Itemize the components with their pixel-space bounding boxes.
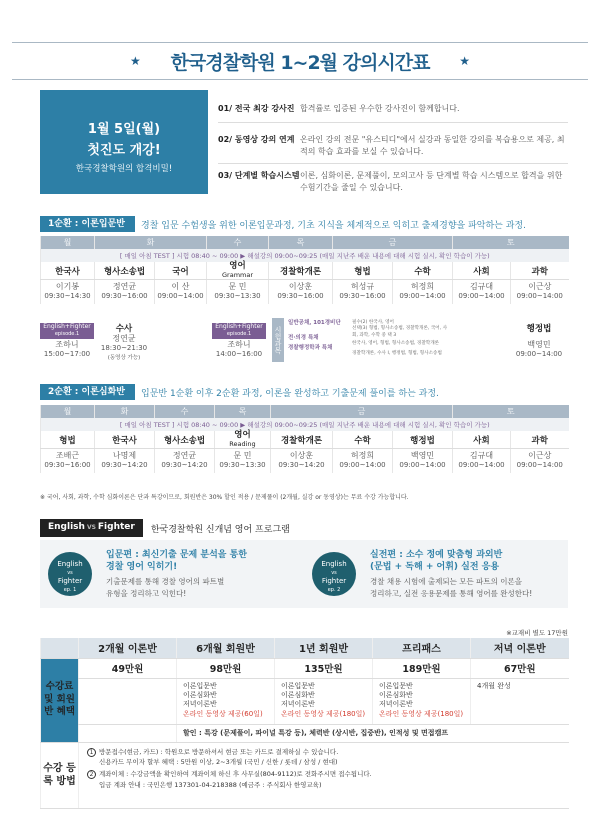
test-note-row: [ 매일 아침 TEST ] 시험 08:40 ~ 09:00 ▶ 해설강의 09:00~09:25 (매일 지난주 배운 내용에 대해 시험 실시, 확인 학습이 가능) — [41, 249, 569, 262]
ep2-badge: English vs Fighter ep. 2 — [312, 552, 356, 596]
registration-label: 수강 등록 방법 — [41, 742, 79, 808]
feature-3: 03/ 단계별 학습시스템 이론, 심화이론, 문제풀이, 모의고사 등 단계별 학습 시스템으로 합격을 위한 수험기간을 줄일 수 있습니다. — [218, 171, 563, 192]
english-ep2-box: English vs Fighter ep. 2 실전편 : 소수 정예 맞춤형 과외반 (문법 + 독해 + 어휘) 실전 응용 경찰 채용 시험에 출제되는 모든 파트의 이론을 정리하고, 실전 응용문제를 통해 영어를 완성한다! — [304, 540, 568, 608]
star-icon: ★ — [130, 54, 141, 68]
schedule-table-2 — [40, 405, 569, 473]
day-row: 월 화 수 목 금 토 — [41, 405, 569, 418]
section2-desc: 입문반 1순환 이후 2순환 과정, 이론을 완성하고 기출문제 풀이를 하는 과정. — [141, 388, 439, 399]
textbook-note: ※교재비 별도 17만원 — [506, 629, 568, 637]
section1-header — [40, 216, 526, 232]
schedule-extra-1: English+Fighter episode.1 수사 English+Fighter episode.1 조하니 15:00~17:00 정연균 18:30~21:30 (동영상 가능) 조하니 14:00~16:00 시험과목 일반공채, 101경비단 전·의경 특채 경찰행정학과 특채 필수(2) 한국사, 영어 선택(3) 형법, 형사소송법, 경찰학개론, 국어, 사회, 과학, 수학 중 택 3 한국사, 영어, 형법, 형사소송법, 경찰학개론 경찰학개론, 수사 I, 행정법, 형법, 형사소송법 행정법 백영민 09:00~14:00 — [40, 318, 568, 362]
includes-row: 이론입문반 이론심화반 저녁이론반 온라인 동영상 제공(60일) 이론입문반 이론심화반 저녁이론반 온라인 동영상 제공(180일) 이론입문반 이론심화반 저녁이론반 온라인 동영상 제공(180일) 4개월 완성 — [41, 678, 569, 724]
feature-2: 02/ 동영상 강의 연계 온라인 강의 전문 "유스티디"에서 실강과 동일한 강의를 복습용으로 제공, 최적의 학습 효과를 보실 수 있습니다. — [218, 135, 565, 156]
section2-tag: 2순환 : 이론심화반 — [40, 384, 135, 400]
teacher-row: 이기봉 09:30~14:30 정연균 09:30~16:00 이 산 09:00~14:00 문 민 09:30~13:30 이상훈 09:30~16:00 허성규 09:30~16:00 허정희 09:00~14:00 김규대 09:00~14:00 이근상 09:00~14:00 — [41, 280, 569, 304]
hero-sub: 한국경찰학원의 합격비밀! — [75, 164, 173, 174]
test-note-row: [ 매일 아침 TEST ] 시험 08:40 ~ 09:00 ▶ 해설강의 09:00~09:25 (매일 지난주 배운 내용에 대해 시험 실시, 확인 학습이 가능) — [41, 418, 569, 431]
english-fighter-pill: English+Fighter episode.1 — [212, 323, 266, 338]
hero-box — [40, 90, 208, 194]
section2-header — [40, 384, 439, 400]
exam-subjects-label: 시험과목 — [272, 318, 284, 362]
divider — [218, 163, 568, 164]
teacher-row: 조배근 09:30~16:00 나명제 09:30~14:20 정연균 09:30~14:20 문 민 09:30~13:30 이상훈 09:30~14:20 허정희 09:00~14:00 백영민 09:00~14:00 김규대 09:00~14:00 이근상 09:00~14:00 — [41, 449, 569, 473]
ep1-badge: English vs Fighter ep. 1 — [48, 552, 92, 596]
registration-row: 수강 등록 방법 1 방문접수(현금, 카드) : 학원으로 방문하셔서 현금 또는 카드로 결제하실 수 있습니다. 신용카드 무이자 할부 혜택 : 5만원 이상, 2~3개월 (국민 / 신한 / 롯데 / 삼성 / 현대) 2 계좌이체 : 수강금액을 확인하여 계좌이체 하신 후 사무실(804-9112)로 전화주시면 접수됩니다. 입금 계좌 안내 : 국민은행 137301-04-218388 (예금주 : 주식회사 한영교육) — [41, 742, 569, 808]
english-ep1-box: English vs Fighter ep. 1 입문편 : 최신기출 문제 분석을 통한 경찰 영어 익히기! 기출문제를 통해 경찰 영어의 파트별 유형을 정리하고 익힌다! — [40, 540, 304, 608]
footnote: ※ 국어, 사회, 과학, 수학 심화이론은 단과 특강이므로, 회원반은 30% 할인 적용 / 문제풀이 (2개월, 실강 or 동영상)는 무료 수강 가능합니다. — [40, 494, 409, 501]
hero-date: 1월 5일(월) — [87, 122, 161, 137]
title-bar — [12, 42, 588, 80]
feature-1: 01/ 전국 최강 강사진 합격률로 입증된 우수한 강사진이 함께합니다. — [218, 104, 460, 113]
section1-desc: 경찰 입문 수험생을 위한 이론입문과정, 기초 지식을 체계적으로 익히고 출제경향을 파악하는 과정. — [141, 220, 526, 231]
section1-tag: 1순환 : 이론입문반 — [40, 216, 135, 232]
day-row: 월 화 수 목 금 토 — [41, 236, 569, 249]
hero-headline: 첫진도 개강! — [87, 143, 161, 158]
star-icon: ★ — [459, 54, 470, 68]
page-title: 한국경찰학원 1~2월 강의시간표 — [170, 51, 430, 74]
price-table — [40, 638, 569, 809]
divider — [218, 122, 568, 123]
english-fighter-badge: English VS Fighter — [40, 519, 143, 537]
english-fighter-pill: English+Fighter episode.1 — [40, 323, 94, 338]
schedule-table-1 — [40, 236, 569, 304]
english-program-header: English VS Fighter 한국경찰학원 신개념 영어 프로그램 — [40, 518, 568, 538]
subject-row: 형법 한국사 형사소송법 영어 Reading 경찰학개론 수학 행정법 사회 과학 — [41, 431, 569, 449]
subject-row: 한국사 형사소송법 국어 영어 Grammar 경찰학개론 형법 수학 사회 과학 — [41, 262, 569, 280]
price-header-row: 2개월 이론반 6개월 회원반 1년 회원반 프리패스 저녁 이론반 — [41, 638, 569, 658]
price-value-row: 수강료 및 회원반 혜택 49만원 98만원 135만원 189만원 67만원 — [41, 658, 569, 678]
discount-row: 할인 : 특강 (문제풀이, 파이널 특강 등), 체력반 (상시반, 집중반), 인적성 및 면접캠프 — [41, 724, 569, 742]
benefit-label: 수강료 및 회원반 혜택 — [41, 658, 79, 742]
